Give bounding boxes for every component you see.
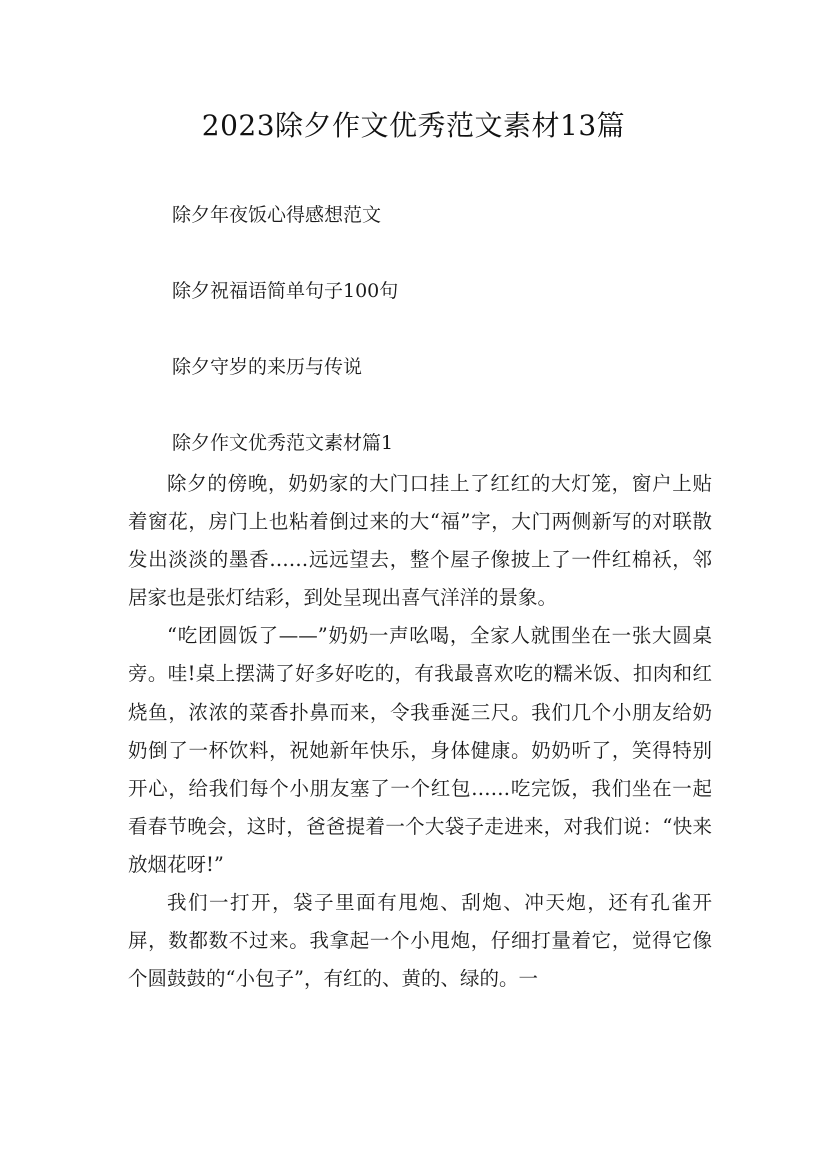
article-body	[128, 465, 712, 998]
related-article-link-2[interactable]: 除夕祝福语简单句子100句	[172, 280, 399, 302]
related-article-link-1[interactable]: 除夕年夜饭心得感想范文	[172, 204, 382, 226]
section-heading: 除夕作文优秀范文素材篇1	[172, 432, 394, 454]
body-paragraph: 我们一打开，袋子里面有甩炮、刮炮、冲天炮，还有孔雀开屏，数都数不过来。我拿起一个小甩炮，仔细打量着它，觉得它像个圆鼓鼓的“小包子”，有红的、黄的、绿的。一	[128, 891, 712, 991]
related-article-link-3[interactable]: 除夕守岁的来历与传说	[172, 356, 363, 378]
body-paragraph: 除夕的傍晚，奶奶家的大门口挂上了红红的大灯笼，窗户上贴着窗花，房门上也粘着倒过来的大“福”字，大门两侧新写的对联散发出淡淡的墨香……远远望去，整个屋子像披上了一件红棉袄，邻居家也是张灯结彩，到处呈现出喜气洋洋的景象。	[128, 472, 712, 610]
document-title: 2023除夕作文优秀范文素材13篇	[201, 109, 626, 142]
body-paragraph: “吃团圆饭了——”奶奶一声吆喝，全家人就围坐在一张大圆桌旁。哇!桌上摆满了好多好吃的，有我最喜欢吃的糯米饭、扣肉和红烧鱼，浓浓的菜香扑鼻而来，令我垂涎三尺。我们几个小朋友给奶奶倒了一杯饮料，祝她新年快乐，身体健康。奶奶听了，笑得特别开心，给我们每个小朋友塞了一个红包……吃完饭，我们坐在一起看春节晚会，这时，爸爸提着一个大袋子走进来，对我们说：“快来放烟花呀!”	[128, 624, 712, 876]
